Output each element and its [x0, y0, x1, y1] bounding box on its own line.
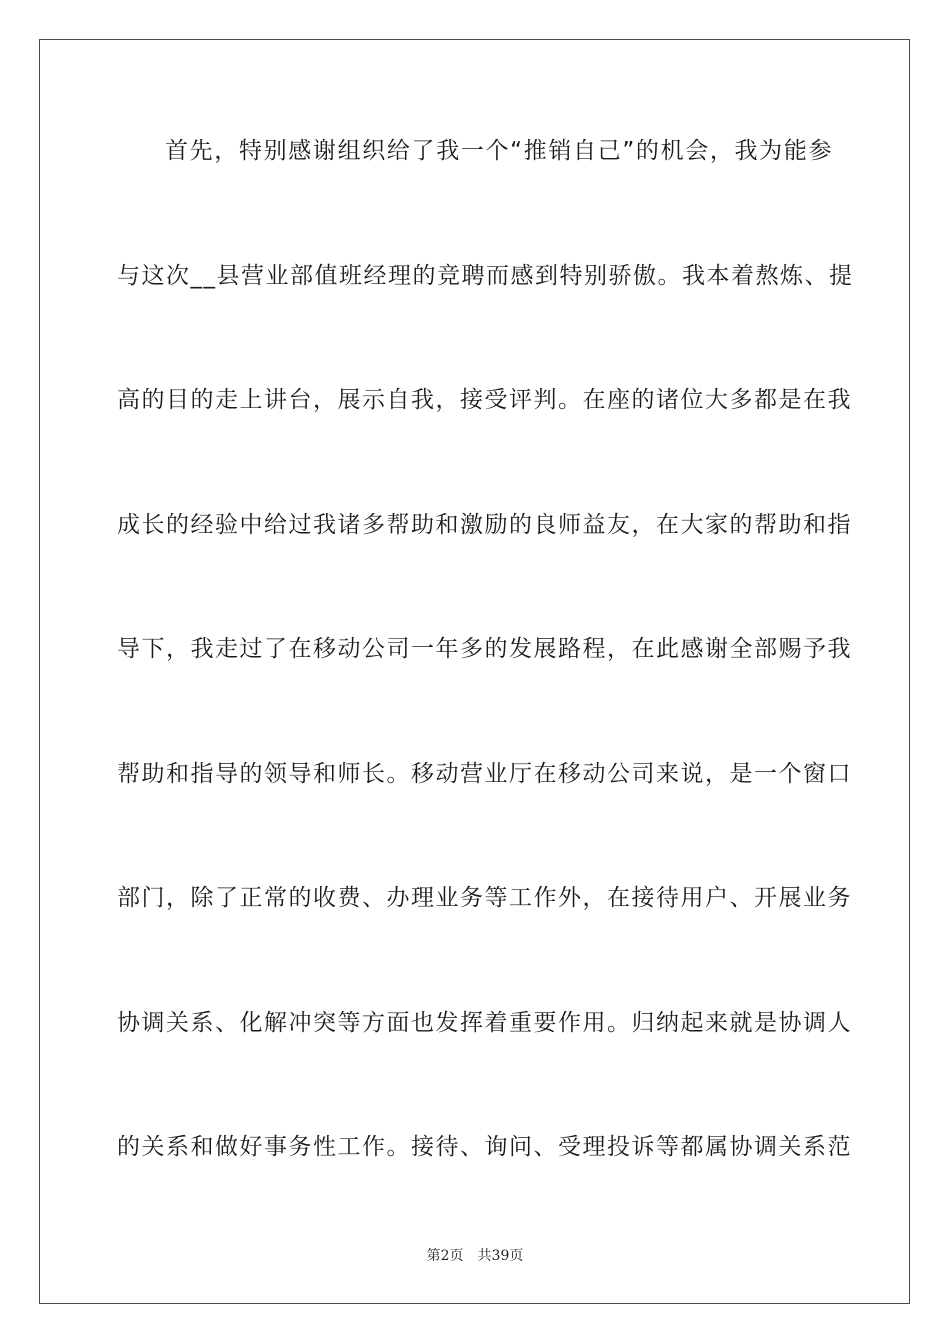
paragraph-line: 的关系和做好事务性工作。接待、询问、受理投诉等都属协调关系范: [117, 1134, 852, 1160]
paragraph-line: 协调关系、化解冲突等方面也发挥着重要作用。归纳起来就是协调人: [117, 1010, 852, 1036]
page-number: 第2页: [426, 1248, 464, 1264]
paragraph-line: 首先，特别感谢组织给了我一个“推销自己”的机会，我为能参: [165, 138, 833, 164]
total-pages: 共39页: [477, 1248, 524, 1264]
paragraph-line: 导下，我走过了在移动公司一年多的发展路程，在此感谢全部赐予我: [117, 636, 852, 662]
paragraph-line: 与这次__县营业部值班经理的竞聘而感到特别骄傲。我本着熬炼、提: [117, 263, 854, 289]
page-footer: [0, 1246, 950, 1266]
page-border: [39, 39, 910, 1304]
paragraph-line: 部门，除了正常的收费、办理业务等工作外，在接待用户、开展业务: [117, 885, 852, 911]
paragraph-line: 帮助和指导的领导和师长。移动营业厅在移动公司来说，是一个窗口: [117, 761, 852, 787]
paragraph-line: 成长的经验中给过我诸多帮助和激励的良师益友，在大家的帮助和指: [117, 512, 852, 538]
paragraph-line: 高的目的走上讲台，展示自我，接受评判。在座的诸位大多都是在我: [117, 387, 852, 413]
